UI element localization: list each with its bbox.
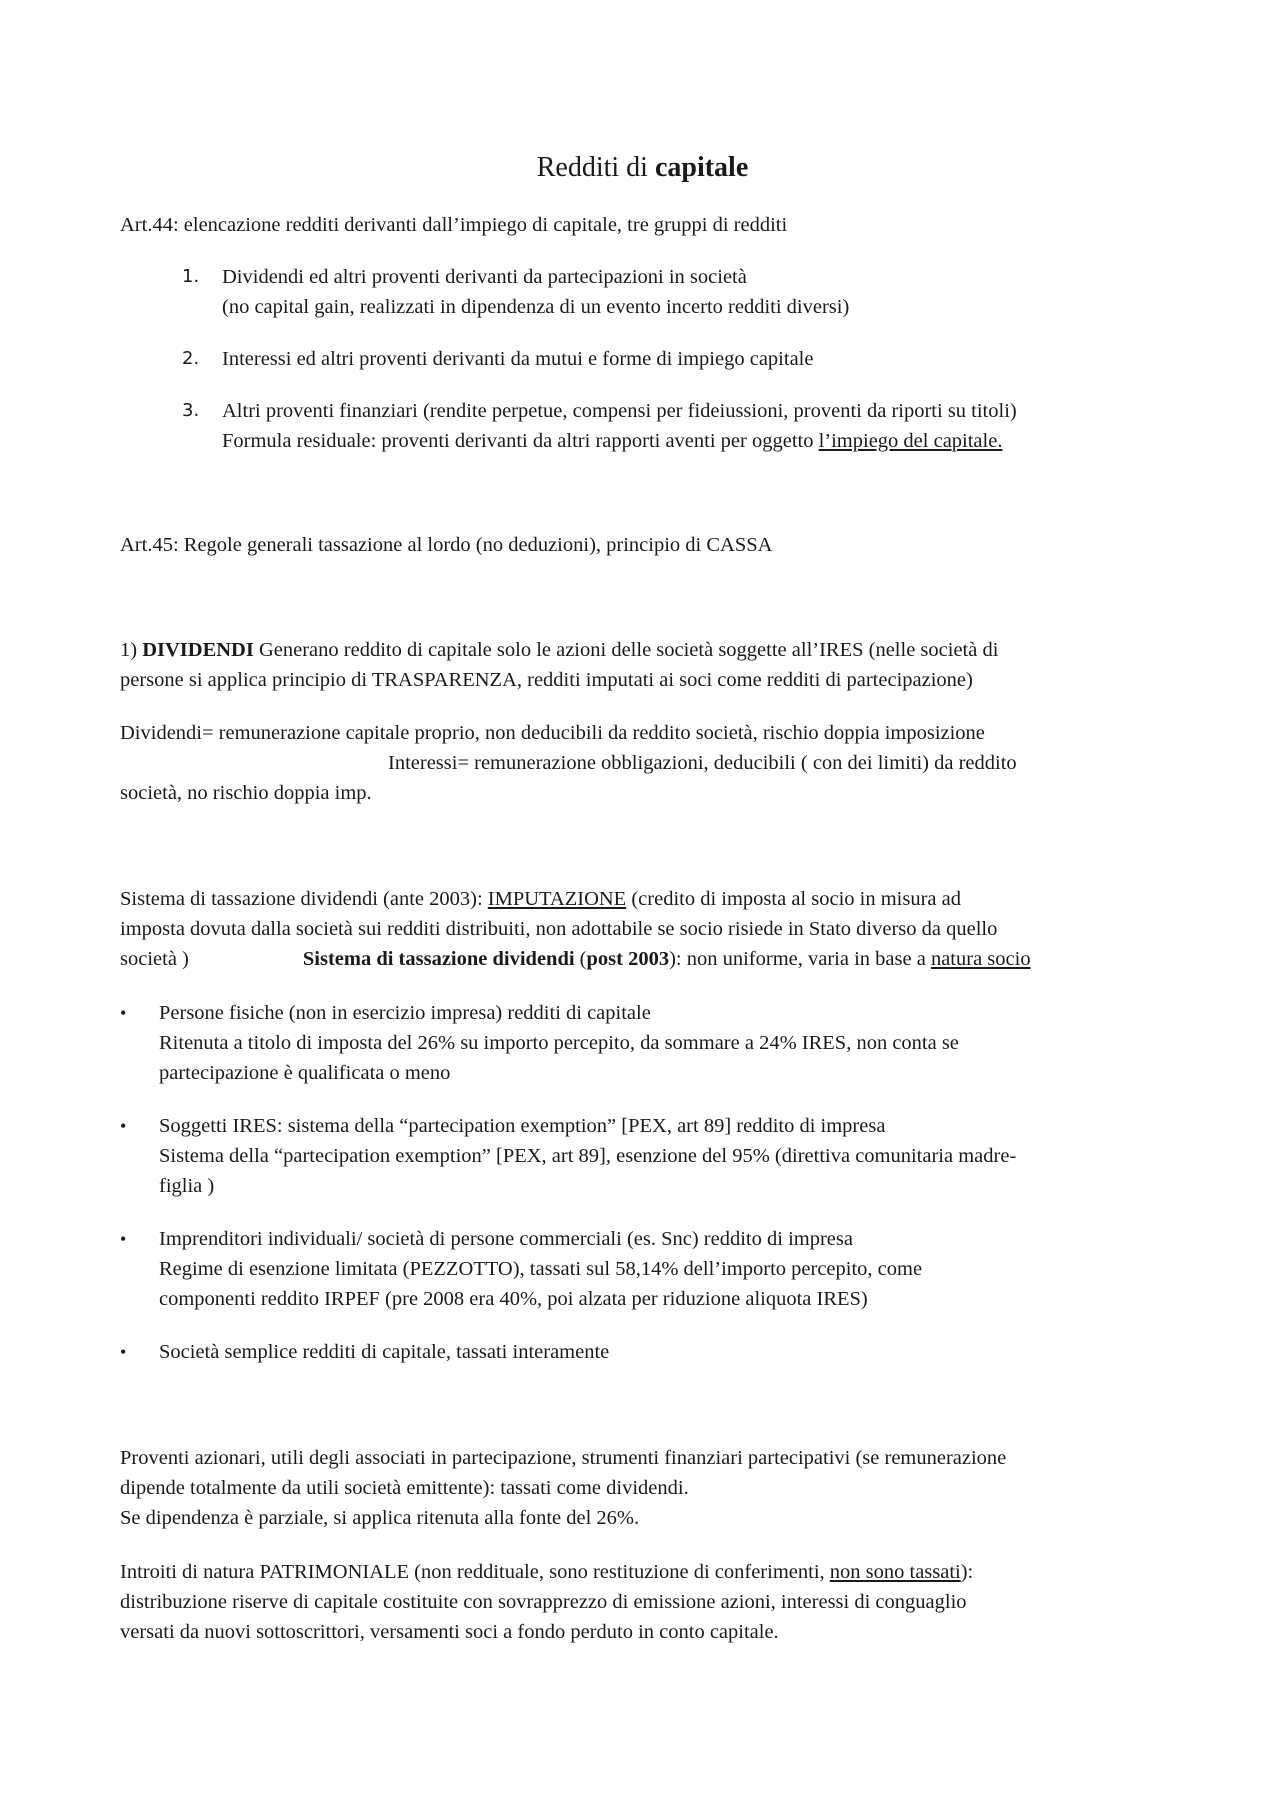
proventi-line3: Se dipendenza è parziale, si applica ritenuta alla fonte del 26%. <box>120 1507 640 1529</box>
comparison-line3: società, no rischio doppia imp. <box>120 782 372 804</box>
art45-text: Art.45: Regole generali tassazione al lordo (no deduzioni), principio di CASSA <box>120 534 773 556</box>
bullet-line: Regime di esenzione limitata (PEZZOTTO), tassati sul 58,14% dell’importo percepito, come <box>159 1258 923 1280</box>
sistema-line1-text: Sistema di tassazione dividendi (ante 2003): <box>120 888 488 910</box>
art45-paragraph <box>120 530 1165 560</box>
bullet-icon: • <box>120 1116 127 1136</box>
bullet-icon: • <box>120 1229 127 1249</box>
list-number: 1. <box>182 266 200 287</box>
art44-text: Art.44: elencazione redditi derivanti dall’impiego di capitale, tre gruppi di redditi <box>120 214 788 236</box>
bullet-line: partecipazione è qualificata o meno <box>159 1062 451 1084</box>
introiti-line1-text: Introiti di natura PATRIMONIALE (non reddituale, sono restituzione di conferimenti, <box>120 1561 830 1583</box>
title-normal: Redditi di <box>536 152 655 183</box>
dividendi-paragraph <box>120 635 1165 695</box>
comparison-paragraph <box>120 718 1165 808</box>
bullet-line: componenti reddito IRPEF (pre 2008 era 40%, poi alzata per riduzione aliquota IRES) <box>159 1288 868 1310</box>
sistema-line3-rest: ): non uniforme, varia in base a <box>669 948 931 970</box>
title-bold: capitale <box>654 152 749 183</box>
comparison-line2: Interessi= remunerazione obbligazioni, deducibili ( con dei limiti) da reddito <box>388 752 1017 774</box>
bullet-line: Persone fisiche (non in esercizio impresa) redditi di capitale <box>159 1002 651 1024</box>
list-item-3-line2 <box>222 426 1162 456</box>
sistema-paragraph <box>120 884 1165 974</box>
dividendi-prefix: 1) <box>120 639 143 661</box>
comparison-line1: Dividendi= remunerazione capitale proprio, non deducibili da reddito società, rischio doppia imposizione <box>120 722 985 744</box>
bullet-icon: • <box>120 1003 127 1023</box>
underlined-text: non sono tassati <box>829 1561 961 1583</box>
introiti-paragraph <box>120 1557 1165 1647</box>
introiti-line2: distribuzione riserve di capitale costituite con sovrapprezzo di emissione azioni, interessi di conguaglio <box>120 1591 967 1613</box>
sistema-line1 <box>120 884 1165 914</box>
introiti-line1-rest: ): <box>960 1561 974 1583</box>
sistema-line3-text: società ) <box>120 948 189 970</box>
dividendi-line1-text: Generano reddito di capitale solo le azioni delle società soggette all’IRES (nelle società di <box>253 639 999 661</box>
list-item-3-line2-text: Formula residuale: proventi derivanti da altri rapporti aventi per oggetto <box>222 430 819 452</box>
bullet-line: Società semplice redditi di capitale, tassati interamente <box>159 1341 610 1363</box>
sistema-line3-paren: ( <box>574 948 587 970</box>
sistema-line3 <box>120 944 1165 974</box>
dividendi-line1 <box>120 635 1165 665</box>
art44-paragraph <box>120 210 1165 240</box>
bullet-line: Imprenditori individuali/ società di persone commerciali (es. Snc) reddito di impresa <box>159 1228 853 1250</box>
bold-text: post 2003 <box>586 948 670 970</box>
page-title <box>120 150 1165 186</box>
sistema-line2: imposta dovuta dalla società sui redditi distribuiti, non adottabile se socio risiede in Stato diverso da quello <box>120 918 998 940</box>
list-item-1-line1: Dividendi ed altri proventi derivanti da partecipazioni in società <box>222 266 747 288</box>
proventi-line1: Proventi azionari, utili degli associati in partecipazione, strumenti finanziari partecipativi (se remunerazione <box>120 1447 1007 1469</box>
list-item-1-line2: (no capital gain, realizzati in dipendenza di un evento incerto redditi diversi) <box>222 296 850 318</box>
sistema-line1-rest: (credito di imposta al socio in misura ad <box>626 888 961 910</box>
bullet-line: Ritenuta a titolo di imposta del 26% su importo percepito, da sommare a 24% IRES, non conta se <box>159 1032 959 1054</box>
dividendi-line2: persone si applica principio di TRASPARENZA, redditi imputati ai soci come redditi di partecipazione) <box>120 669 973 691</box>
proventi-line2: dipende totalmente da utili società emittente): tassati come dividendi. <box>120 1477 689 1499</box>
list-number: 2. <box>182 348 200 369</box>
underlined-text: natura socio <box>930 948 1031 970</box>
list-item-2-line1: Interessi ed altri proventi derivanti da mutui e forme di impiego capitale <box>222 348 814 370</box>
list-item-3-line1: Altri proventi finanziari (rendite perpetue, compensi per fideiussioni, proventi da riporti su titoli) <box>222 400 1017 422</box>
bullet-line: Soggetti IRES: sistema della “partecipation exemption” [PEX, art 89] reddito di impresa <box>159 1115 886 1137</box>
bullet-line: Sistema della “partecipation exemption” [PEX, art 89], esenzione del 95% (direttiva comunitaria madre- <box>159 1145 1017 1167</box>
dividendi-heading: DIVIDENDI <box>142 639 254 661</box>
proventi-paragraph <box>120 1443 1165 1533</box>
introiti-line1 <box>120 1557 1165 1587</box>
bullet-line: figlia ) <box>159 1175 215 1197</box>
underlined-text: IMPUTAZIONE <box>487 888 627 910</box>
bullet-icon: • <box>120 1342 127 1362</box>
underlined-text: l’impiego del capitale. <box>818 430 1003 452</box>
introiti-line3: versati da nuovi sottoscrittori, versamenti soci a fondo perduto in conto capitale. <box>120 1621 779 1643</box>
bold-text: Sistema di tassazione dividendi <box>302 948 575 970</box>
list-number: 3. <box>182 400 200 421</box>
